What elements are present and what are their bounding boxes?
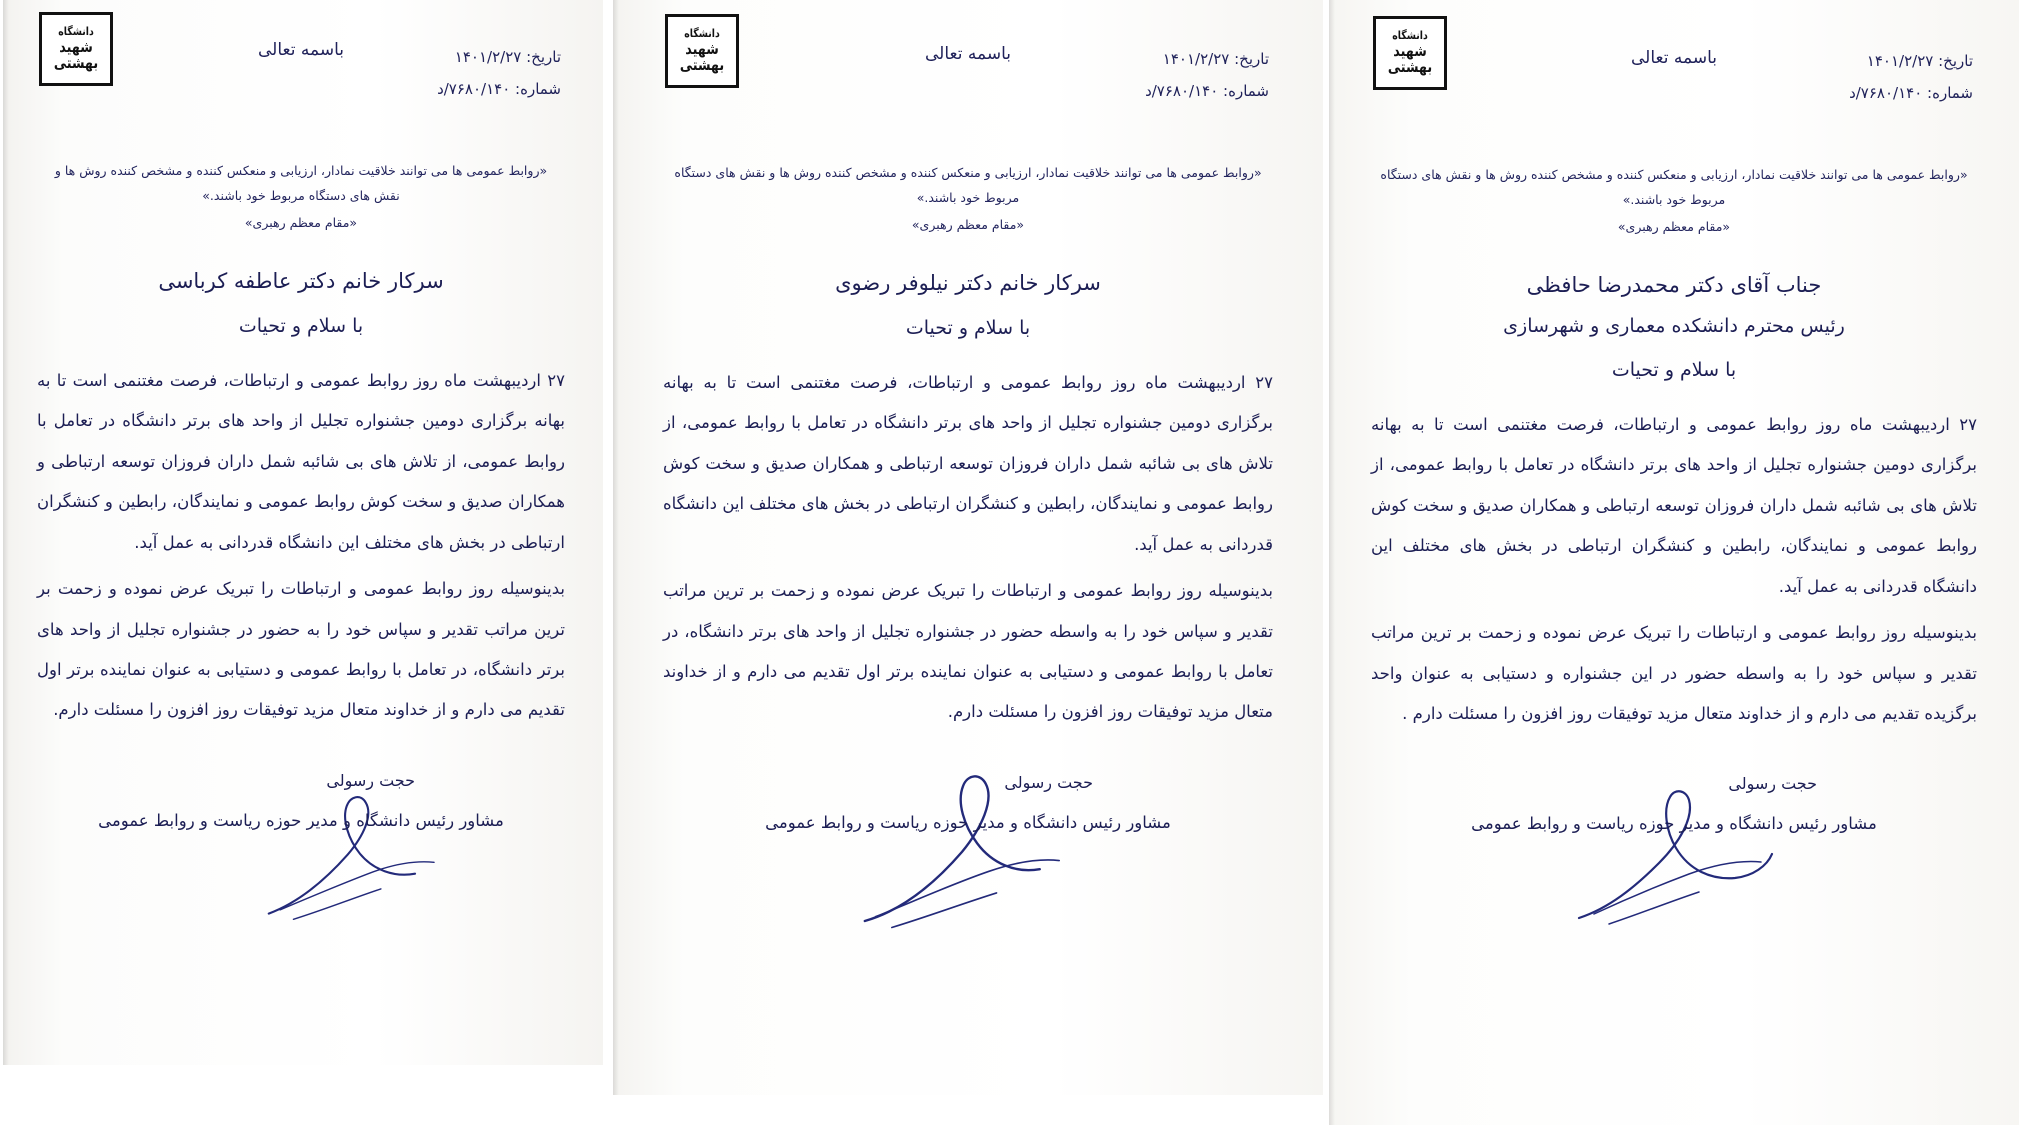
date-value-2: ۱۴۰۱/۲/۲۷: [1162, 50, 1230, 68]
letter-body-1: [1371, 405, 1977, 734]
letter-sheet-3: [3, 0, 603, 1065]
signature-title-3: مشاور رئیس دانشگاه و مدیر حوزه ریاست و روابط عمومی: [98, 810, 504, 830]
motto-line-3-b: «مقام معظم رهبری»: [244, 215, 358, 230]
basmeh-text-1: باسمه تعالی: [1631, 48, 1717, 68]
university-logo-icon: [39, 12, 113, 86]
greeting-1: با سلام و تحیات: [1611, 359, 1737, 381]
letter-paragraph-3-1: ۲۷ اردیبهشت ماه روز روابط عمومی و ارتباطات، فرصت مغتنمی است تا به بهانه برگزاری دومین جشنواره تجلیل از واحد های برتر دانشگاه در تعامل با روابط عمومی، از تلاش های بی شائبه شمل داران فروزان توسعه ارتباطی و همکاران صدیق و سخت کوش روابط عمومی و نمایندگان، رابطین و کنشگران ارتباطی در بخش های مختلف این دانشگاه قدردانی به عمل آید.: [37, 371, 565, 552]
letter-sheet-2: [613, 0, 1323, 1095]
number-value-3: ۷۶۸۰/۱۴۰/د: [437, 79, 511, 98]
date-row-3: [437, 42, 561, 74]
handwritten-signature-icon: [221, 770, 497, 925]
addressee-1: جناب آقای دکتر محمدرضا حافظی: [1526, 273, 1822, 297]
motto-block-2: [663, 160, 1273, 237]
signature-name-2: حجت رسولی: [1004, 772, 1093, 792]
letter-meta-1: [1849, 46, 1973, 109]
letter-header-1: [1371, 10, 1977, 140]
letter-meta-3: [437, 42, 561, 105]
number-value-2: ۷۶۸۰/۱۴۰/د: [1145, 81, 1219, 100]
motto-block-1: [1371, 162, 1977, 239]
motto-line-1-b: «مقام معظم رهبری»: [1617, 219, 1731, 234]
basmeh-text-3: باسمه تعالی: [258, 40, 344, 60]
number-value-1: ۷۶۸۰/۱۴۰/د: [1849, 83, 1923, 102]
motto-line-2-a: «روابط عمومی ها می توانند خلاقیت نمادار، ارزیابی و منعکس کننده و مشخص کننده روش ها و نقش های دستگاه مربوط خود باشند.»: [674, 165, 1262, 205]
letter-paragraph-1-2: بدینوسیله روز روابط عمومی و ارتباطات را تبریک عرض نموده و زحمت بر ترین مراتب تقدیر و سپاس خود را به واسطه حضور در این جشنواره و دستیابی به عنوان واحد برگزیده تقدیم می دارم و از خداوند متعال مزید توفیقات روز افزون را مسئلت دارم .: [1371, 623, 1977, 723]
date-label-1: تاریخ:: [1938, 52, 1973, 70]
letter-paragraph-2-1: ۲۷ اردیبهشت ماه روز روابط عمومی و ارتباطات، فرصت مغتنمی است تا به بهانه برگزاری دومین جشنواره تجلیل از واحد های برتر دانشگاه در تعامل با روابط عمومی، از تلاش های بی شائبه شمل داران فروزان توسعه ارتباطی و همکاران صدیق و سخت کوش روابط عمومی و نمایندگان، رابطین و کنشگران ارتباطی در بخش های مختلف این دانشگاه قدردانی به عمل آید.: [663, 373, 1273, 554]
number-label-3: شماره:: [515, 79, 561, 98]
number-label-1: شماره:: [1927, 83, 1973, 102]
logo-line-1: دانشگاه: [1392, 29, 1428, 43]
signature-title-1: مشاور رئیس دانشگاه و مدیر حوزه ریاست و روابط عمومی: [1471, 814, 1877, 834]
addressee-role-1: رئیس محترم دانشکده معماری و شهرسازی: [1503, 315, 1845, 337]
university-logo-icon: [665, 14, 739, 88]
greeting-2: با سلام و تحیات: [905, 317, 1031, 339]
signature-title-2: مشاور رئیس دانشگاه و مدیر حوزه ریاست و روابط عمومی: [765, 812, 1171, 832]
greeting-3: با سلام و تحیات: [238, 315, 364, 337]
logo-line-1: دانشگاه: [684, 27, 720, 41]
number-row-3: [437, 74, 561, 106]
letter-sheet-1: [1329, 0, 2019, 1125]
basmeh-text-2: باسمه تعالی: [925, 44, 1011, 64]
addressee-2: سرکار خانم دکتر نیلوفر رضوی: [835, 271, 1101, 295]
letter-paragraph-2-2: بدینوسیله روز روابط عمومی و ارتباطات را تبریک عرض نموده و زحمت بر ترین مراتب تقدیر و سپاس خود را به واسطه حضور در جشنواره تجلیل از واحد های برتر دانشگاه، در تعامل با روابط عمومی و دستیابی به عنوان نماینده برتر اول تقدیم می دارم و از خداوند متعال مزید توفیقات روز افزون را مسئلت دارم.: [663, 581, 1273, 722]
letter-meta-2: [1145, 44, 1269, 107]
date-value-3: ۱۴۰۱/۲/۲۷: [454, 48, 522, 66]
motto-line-2-b: «مقام معظم رهبری»: [911, 217, 1025, 232]
signature-block-3: [37, 765, 565, 915]
letter-paragraph-1-1: ۲۷ اردیبهشت ماه روز روابط عمومی و ارتباطات، فرصت مغتنمی است تا به بهانه برگزاری دومین جشنواره تجلیل از واحد های برتر دانشگاه در تعامل با روابط عمومی، از تلاش های بی شائبه شمل داران فروزان توسعه ارتباطی و همکاران صدیق و سخت کوش روابط عمومی و نمایندگان، رابطین و کنشگران ارتباطی در بخش های مختلف این دانشگاه قدردانی به عمل آید.: [1371, 415, 1977, 596]
date-row-1: [1849, 46, 1973, 78]
number-row-1: [1849, 78, 1973, 110]
number-label-2: شماره:: [1223, 81, 1269, 100]
letter-header-2: [663, 8, 1273, 138]
number-row-2: [1145, 76, 1269, 108]
motto-line-1-a: «روابط عمومی ها می توانند خلاقیت نمادار، ارزیابی و منعکس کننده و مشخص کننده روش ها و نقش های دستگاه مربوط خود باشند.»: [1380, 167, 1968, 207]
addressee-3: سرکار خانم دکتر عاطفه کرباسی: [158, 269, 444, 293]
logo-line-1: دانشگاه: [58, 25, 94, 39]
letter-body-2: [663, 363, 1273, 733]
logo-line-2: شهید بهشتی: [679, 40, 725, 74]
date-label-2: تاریخ:: [1234, 50, 1269, 68]
signature-block-2: [663, 767, 1273, 917]
university-logo-icon: [1373, 16, 1447, 90]
motto-block-3: [37, 158, 565, 235]
date-row-2: [1145, 44, 1269, 76]
motto-line-3-a: «روابط عمومی ها می توانند خلاقیت نمادار، ارزیابی و منعکس کننده و مشخص کننده روش ها و نقش های دستگاه مربوط خود باشند.»: [54, 163, 548, 203]
letter-header-3: [37, 6, 565, 136]
letter-paragraph-3-2: بدینوسیله روز روابط عمومی و ارتباطات را تبریک عرض نموده و زحمت بر ترین مراتب تقدیر و سپاس خود را به حضور در جشنواره تجلیل از واحد های برتر دانشگاه، در تعامل با روابط عمومی و دستیابی به عنوان نماینده برتر اول تقدیم می دارم و از خداوند متعال مزید توفیقات روز افزون را مسئلت دارم.: [37, 579, 565, 720]
signature-block-1: [1371, 768, 1977, 918]
signature-name-3: حجت رسولی: [326, 770, 415, 790]
date-label-3: تاریخ:: [526, 48, 561, 66]
letter-body-3: [37, 361, 565, 731]
date-value-1: ۱۴۰۱/۲/۲۷: [1866, 52, 1934, 70]
logo-line-2: شهید بهشتی: [53, 38, 99, 72]
signature-name-1: حجت رسولی: [1728, 774, 1817, 794]
logo-line-2: شهید بهشتی: [1387, 42, 1433, 76]
